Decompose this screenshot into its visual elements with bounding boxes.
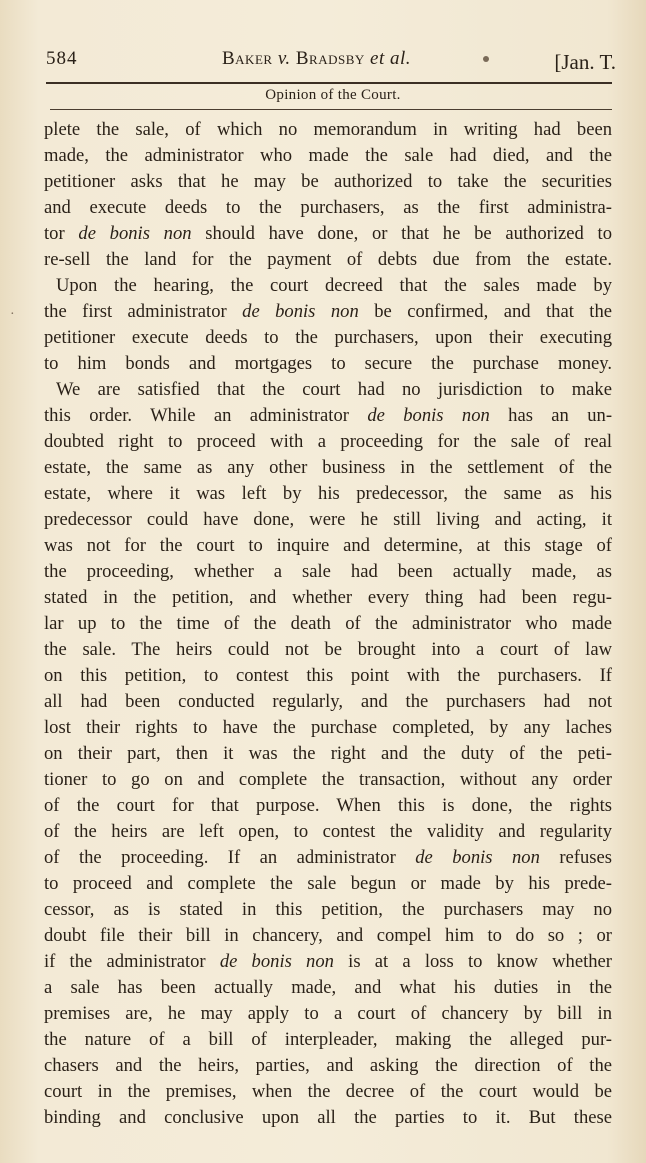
- text-segment: all had been conducted regularly, and the purchasers had not: [44, 691, 612, 712]
- text-line: [44, 559, 612, 585]
- text-line: [44, 507, 612, 533]
- text-segment: the proceeding, whether a sale had been actually made, as: [44, 561, 612, 582]
- italic-phrase: de bonis non: [415, 847, 540, 868]
- text-line: [44, 949, 612, 975]
- ink-dot: [483, 56, 489, 62]
- text-segment: court in the premises, when the decree of the court would be: [44, 1081, 612, 1102]
- text-segment: stated in the petition, and whether every thing had been regu-: [44, 587, 612, 608]
- text-segment: should have done, or that he be authorized to: [191, 223, 612, 244]
- text-segment: a sale has been actually made, and what his duties in the: [44, 977, 612, 998]
- text-line: [44, 975, 612, 1001]
- text-segment: is at a loss to know whether: [333, 951, 612, 972]
- text-segment: and execute deeds to the purchasers, as the first administra-: [44, 197, 612, 218]
- text-segment: of the heirs are left open, to contest the validity and regularity: [44, 821, 612, 842]
- text-segment: to proceed and complete the sale begun or made by his prede-: [44, 873, 612, 894]
- text-segment: if the administrator: [44, 951, 220, 972]
- text-segment: plete the sale, of which no memorandum in writing had been: [44, 119, 612, 140]
- subheading-rule: [50, 109, 612, 110]
- text-segment: premises are, he may apply to a court of chancery by bill in: [44, 1003, 612, 1024]
- text-line: [44, 1079, 612, 1105]
- text-segment: be confirmed, and that the: [358, 301, 612, 322]
- text-segment: tor: [44, 223, 79, 244]
- text-line: [44, 143, 612, 169]
- margin-mark: ·: [10, 307, 15, 322]
- case-title-etal: et al.: [370, 48, 412, 69]
- text-line: [44, 325, 612, 351]
- text-segment: cessor, as is stated in this petition, the purchasers may no: [44, 899, 612, 920]
- text-segment: this order. While an administrator: [44, 405, 368, 426]
- text-segment: petitioner execute deeds to the purchasers, upon their executing: [44, 327, 612, 348]
- text-segment: tioner to go on and complete the transaction, without any order: [44, 769, 612, 790]
- case-title: [222, 48, 411, 70]
- text-segment: binding and conclusive upon all the parties to it. But these: [44, 1107, 612, 1128]
- text-segment: Upon the hearing, the court decreed that the sales made by: [56, 275, 612, 296]
- text-line: [44, 1105, 612, 1131]
- text-segment: refuses: [539, 847, 612, 868]
- text-segment: of the court for that purpose. When this is done, the rights: [44, 795, 612, 816]
- header-rule: [46, 82, 612, 84]
- text-segment: has an un-: [489, 405, 612, 426]
- text-line: [44, 351, 612, 377]
- page-number: 584: [46, 48, 78, 69]
- text-segment: to him bonds and mortgages to secure the purchase money.: [44, 353, 612, 374]
- text-line: [44, 273, 612, 299]
- text-line: [44, 819, 612, 845]
- text-line: [44, 481, 612, 507]
- text-line: [44, 715, 612, 741]
- text-segment: lost their rights to have the purchase completed, by any laches: [44, 717, 612, 738]
- text-segment: of the proceeding. If an administrator: [44, 847, 416, 868]
- text-line: [44, 169, 612, 195]
- text-line: [44, 377, 612, 403]
- text-segment: chasers and the heirs, parties, and asking the direction of the: [44, 1055, 612, 1076]
- text-line: [44, 299, 612, 325]
- text-line: [44, 689, 612, 715]
- text-segment: on this petition, to contest this point with the purchasers. If: [44, 665, 612, 686]
- case-title-v: v.: [277, 48, 291, 69]
- text-segment: the nature of a bill of interpleader, making the alleged pur-: [44, 1029, 612, 1050]
- case-title-party: Bradsby: [295, 48, 365, 69]
- text-line: [44, 793, 612, 819]
- text-segment: doubt file their bill in chancery, and compel him to do so ; or: [44, 925, 612, 946]
- text-segment: on their part, then it was the right and the duty of the peti-: [44, 743, 612, 764]
- text-line: [44, 741, 612, 767]
- text-segment: estate, where it was left by his predecessor, the same as his: [44, 483, 612, 504]
- text-segment: predecessor could have done, were he still living and acting, it: [44, 509, 612, 530]
- text-line: [44, 195, 612, 221]
- italic-phrase: de bonis non: [367, 405, 490, 426]
- text-segment: We are satisfied that the court had no jurisdiction to make: [56, 379, 612, 400]
- running-head: [46, 48, 616, 76]
- text-line: [44, 845, 612, 871]
- case-title-main: Baker: [222, 48, 273, 69]
- text-segment: petitioner asks that he may be authorized to take the securities: [44, 171, 612, 192]
- text-line: [44, 247, 612, 273]
- text-segment: was not for the court to inquire and determine, at this stage of: [44, 535, 612, 556]
- text-segment: estate, the same as any other business in the settlement of the: [44, 457, 612, 478]
- text-segment: the first administrator: [44, 301, 243, 322]
- text-line: [44, 455, 612, 481]
- text-segment: made, the administrator who made the sale had died, and the: [44, 145, 612, 166]
- italic-phrase: de bonis non: [219, 951, 334, 972]
- text-segment: re-sell the land for the payment of debts due from the estate.: [44, 249, 612, 270]
- text-line: [44, 221, 612, 247]
- text-line: [44, 585, 612, 611]
- text-line: [44, 871, 612, 897]
- text-line: [44, 611, 612, 637]
- text-line: [44, 429, 612, 455]
- italic-phrase: de bonis non: [242, 301, 359, 322]
- text-line: [44, 1027, 612, 1053]
- text-line: [44, 663, 612, 689]
- text-line: [44, 403, 612, 429]
- text-line: [44, 1001, 612, 1027]
- term-label: [Jan. T.: [554, 50, 616, 74]
- italic-phrase: de bonis non: [78, 223, 192, 244]
- opinion-text: [44, 117, 612, 1131]
- text-segment: lar up to the time of the death of the administrator who made: [44, 613, 612, 634]
- text-segment: doubted right to proceed with a proceeding for the sale of real: [44, 431, 612, 452]
- text-line: [44, 923, 612, 949]
- text-line: [44, 1053, 612, 1079]
- text-segment: the sale. The heirs could not be brought into a court of law: [44, 639, 612, 660]
- text-line: [44, 767, 612, 793]
- text-line: [44, 533, 612, 559]
- text-line: [44, 897, 612, 923]
- text-line: [44, 637, 612, 663]
- section-subheading: Opinion of the Court.: [265, 87, 401, 103]
- text-line: [44, 117, 612, 143]
